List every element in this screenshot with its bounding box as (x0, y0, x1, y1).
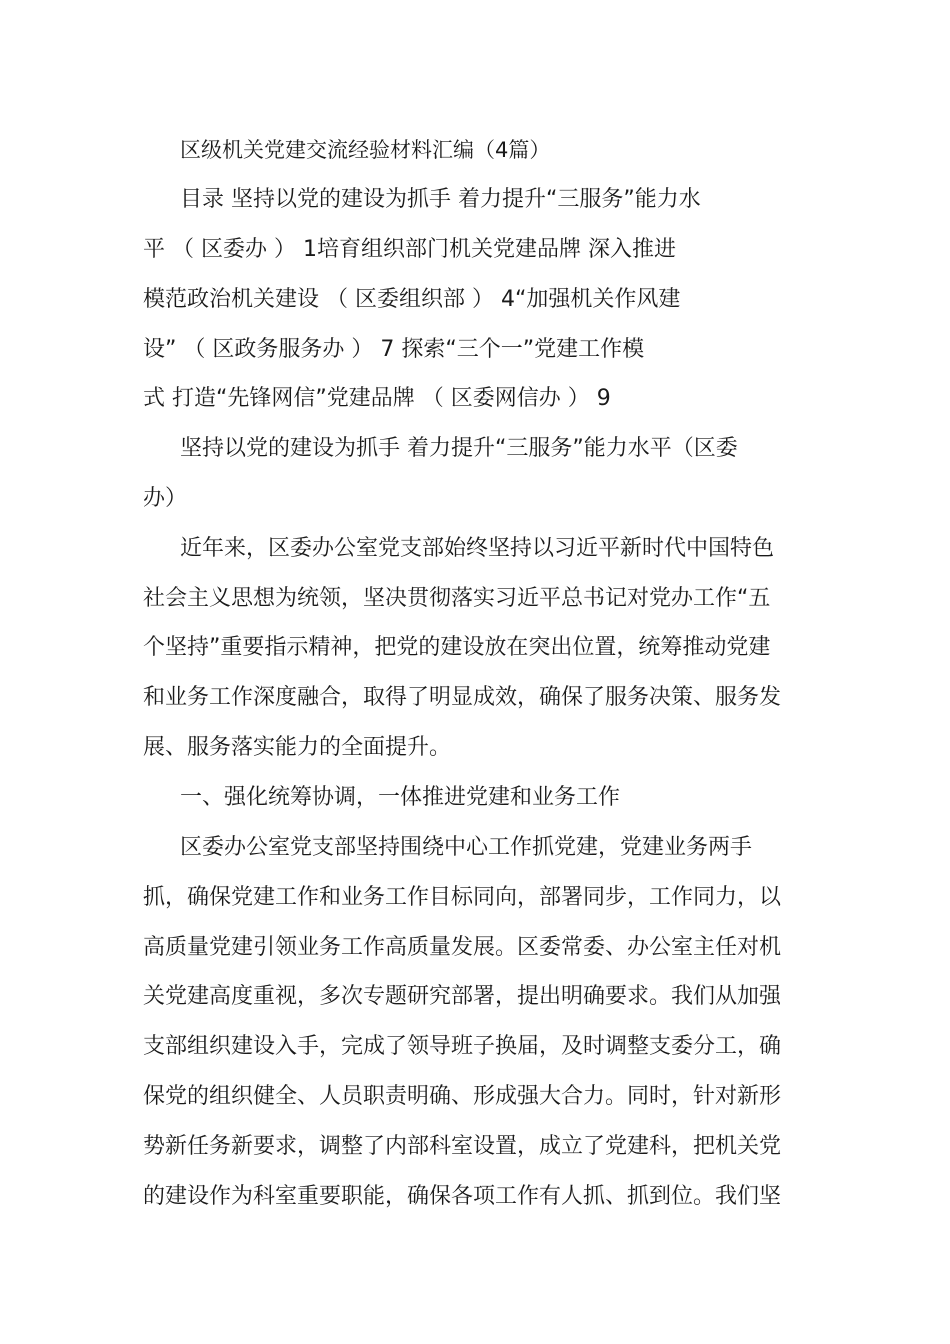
paragraph-line: 势新任务新要求，调整了内部科室设置，成立了党建科，把机关党 (143, 1134, 782, 1159)
paragraph-line: 展、服务落实能力的全面提升。 (143, 735, 452, 760)
toc-line: 式 打造“先锋网信”党建品牌 （ 区委网信办 ） 9 (143, 386, 611, 411)
paragraph-line: 关党建高度重视，多次专题研究部署，提出明确要求。我们从加强 (143, 984, 782, 1009)
heading-1: 一、强化统筹协调，一体推进党建和业务工作 (180, 785, 621, 810)
paragraph-line: 的建设作为科室重要职能，确保各项工作有人抓、抓到位。我们坚 (143, 1184, 782, 1209)
toc-line: 目录 坚持以党的建设为抓手 着力提升“三服务”能力水 (180, 187, 701, 212)
toc-line: 平 （ 区委办 ） 1培育组织部门机关党建品牌 深入推进 (143, 237, 676, 262)
document-title: 区级机关党建交流经验材料汇编（4篇） (180, 138, 551, 162)
toc-line: 设” （ 区政务服务办 ） 7 探索“三个一”党建工作模 (143, 337, 645, 362)
paragraph-line: 区委办公室党支部坚持围绕中心工作抓党建，党建业务两手 (180, 835, 753, 860)
paragraph-line: 支部组织建设入手，完成了领导班子换届，及时调整支委分工，确 (143, 1034, 782, 1059)
paragraph-line: 个坚持”重要指示精神，把党的建设放在突出位置，统筹推动党建 (143, 635, 771, 660)
paragraph-line: 高质量党建引领业务工作高质量发展。区委常委、办公室主任对机 (143, 935, 782, 960)
section-title-line: 坚持以党的建设为抓手 着力提升“三服务”能力水平（区委 (180, 436, 738, 461)
section-title-line: 办） (143, 486, 188, 511)
paragraph-line: 社会主义思想为统领，坚决贯彻落实习近平总书记对党办工作“五 (143, 586, 771, 611)
paragraph-line: 抓，确保党建工作和业务工作目标同向，部署同步，工作同力，以 (143, 885, 782, 910)
paragraph-line: 保党的组织健全、人员职责明确、形成强大合力。同时，针对新形 (143, 1084, 782, 1109)
paragraph-line: 和业务工作深度融合，取得了明显成效，确保了服务决策、服务发 (143, 685, 782, 710)
paragraph-line: 近年来，区委办公室党支部始终坚持以习近平新时代中国特色 (180, 536, 775, 561)
toc-line: 模范政治机关建设 （ 区委组织部 ） 4“加强机关作风建 (143, 287, 681, 312)
